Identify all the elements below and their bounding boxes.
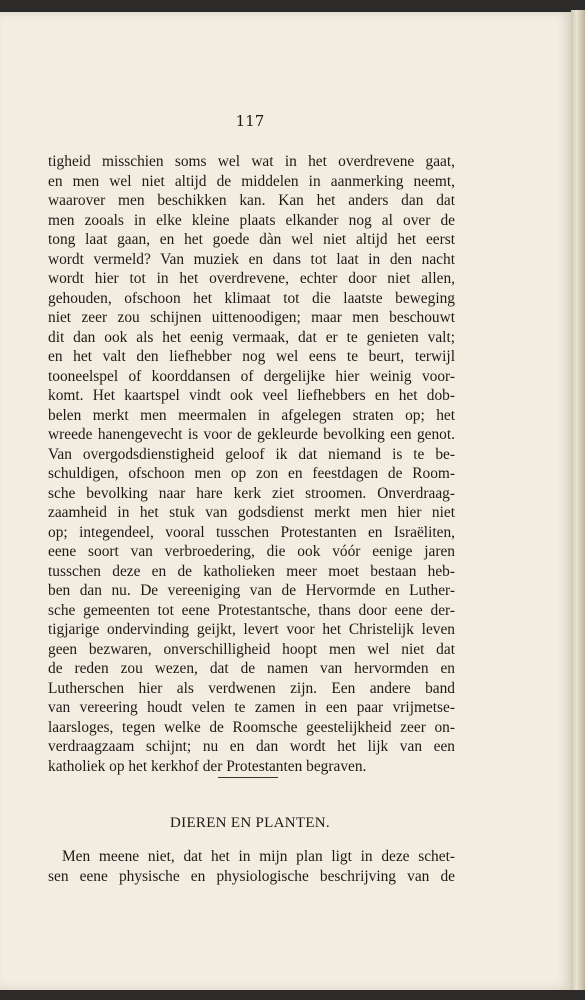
- section-heading: DIEREN EN PLANTEN.: [170, 815, 330, 831]
- text-line: zaamheid in het stuk van godsdienst merkt men hier niet: [48, 504, 455, 521]
- text-line: Lutherschen hier als verdwenen zijn. Een andere band: [48, 679, 455, 697]
- text-line: de reden zou wezen, dat de namen van hervormden en: [48, 660, 455, 677]
- text-line: wordt vermeld? Van muziek en dans tot laat in den nacht: [48, 250, 455, 268]
- text-line: tooneelspel of koorddansen of dergelijke hier weinig voor-: [48, 367, 455, 385]
- text-line: verdraagzaam schijnt; nu en dan wordt het lijk van een: [48, 738, 455, 755]
- text-line: op; integendeel, vooral tusschen Protestanten en Israëliten,: [48, 523, 455, 541]
- body-paragraph: [48, 152, 455, 776]
- text-line: schuldigen, ofschoon men op zon en feestdagen de Room-: [48, 465, 455, 482]
- section-paragraph: [48, 847, 455, 886]
- text-line: komt. Het kaartspel vindt ook veel liefhebbers en het dob-: [48, 387, 455, 404]
- section-divider: [218, 777, 278, 778]
- text-line: niet zeer zou schijnen uittenoodigen; maar men beschouwt: [48, 309, 455, 326]
- text-line: eene soort van verbroedering, die ook vóór eenige jaren: [48, 543, 455, 560]
- text-line: sche gemeenten tot eene Protestantsche, thans door eene der-: [48, 601, 455, 619]
- text-line: tigjarige ondervinding geijkt, levert voor het Christelijk leven: [48, 621, 455, 638]
- text-line: tong laat gaan, en het goede dàn wel niet altijd het eerst: [48, 231, 455, 248]
- text-line: geen bezwaren, onverschilligheid hoopt men wel niet dat: [48, 640, 455, 658]
- text-line: belen merkt men meermalen in afgelegen straten op; het: [48, 406, 455, 424]
- text-line: van vereering houdt velen te zamen in een paar vrijmetse-: [48, 699, 455, 716]
- text-line: en men wel niet altijd de middelen in aanmerking neemt,: [48, 172, 455, 190]
- text-line: Van overgodsdienstigheid geloof ik dat niemand is te be-: [48, 445, 455, 463]
- text-line: tigheid misschien soms wel wat in het overdrevene gaat,: [48, 153, 455, 170]
- text-line: katholiek op het kerkhof der Protestanten begraven.: [48, 757, 367, 775]
- text-line: men zooals in elke kleine plaats elkander nog al over de: [48, 211, 455, 229]
- text-line: wordt hier tot in het overdrevene, echter door niet allen,: [48, 270, 455, 287]
- text-line: dit dan ook als het eenig vermaak, dat er te genieten valt;: [48, 328, 455, 346]
- text-line: Men meene niet, dat het in mijn plan ligt in deze schet-: [62, 848, 455, 865]
- text-line: wreede hanengevecht is voor de gekleurde bevolking een genot.: [48, 426, 455, 443]
- text-line: gehouden, ofschoon het klimaat tot die laatste beweging: [48, 289, 455, 307]
- text-line: laarsloges, tegen welke de Roomsche geestelijkheid zeer on-: [48, 718, 455, 736]
- text-line: sen eene physische en physiologische beschrijving van de: [48, 867, 455, 885]
- page-edge: [571, 10, 585, 990]
- text-line: waarover men beschikken kan. Kan het anders dan dat: [48, 192, 455, 209]
- text-line: sche bevolking naar hare kerk ziet stroomen. Onverdraag-: [48, 484, 455, 502]
- text-line: ben dan nu. De vereeniging van de Hervormde en Luther-: [48, 582, 455, 599]
- text-line: en het valt den liefhebber nog wel eens te beurt, terwijl: [48, 348, 455, 365]
- page-number: 117: [235, 112, 265, 130]
- text-line: tusschen deze en de katholieken meer moet bestaan heb-: [48, 562, 455, 580]
- book-page: [0, 12, 572, 990]
